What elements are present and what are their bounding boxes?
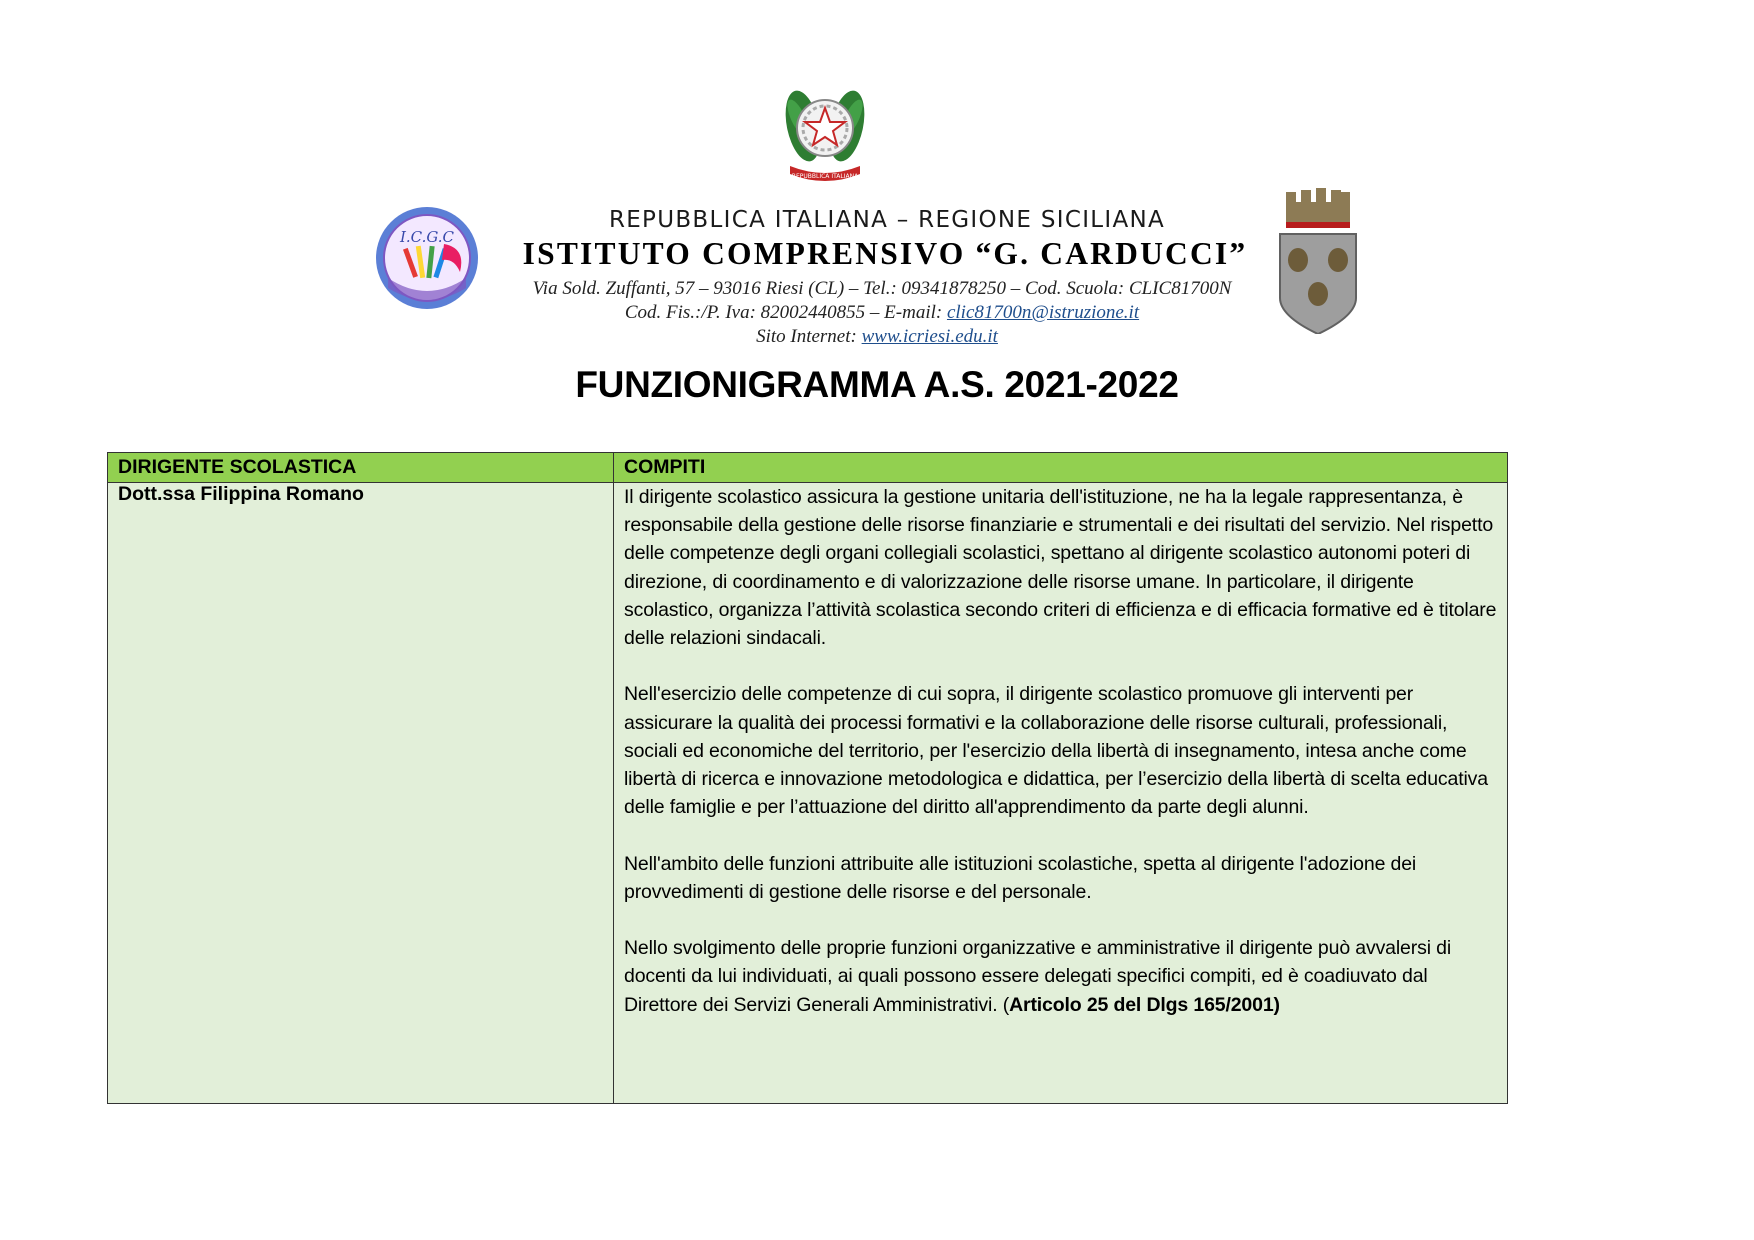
dirigente-name: Dott.ssa Filippina Romano [108, 483, 614, 1104]
email-link[interactable]: clic81700n@istruzione.it [946, 302, 1140, 323]
logo-text: I.C.G.C [399, 228, 455, 246]
compiti-paragraph-1: Il dirigente scolastico assicura la gestione unitaria dell'istituzione, ne ha la legale rappresentanza, è responsabile della gestione delle risorse finanziarie e strumentali e dei risultati del servizio. Nel rispetto delle competenze degli organi collegiali scolastici, spettano al dirigente scolastico autonomi poteri di direzione, di coordinamento e di valorizzazione delle risorse umane. In particolare, il dirigente scolastico, organizza l’attività scolastica secondo criteri di efficienza e di efficacia formative ed è titolare delle relazioni sindacali. [624, 486, 1497, 650]
header-address: Via Sold. Zuffanti, 57 – 93016 Riesi (CL) – Tel.: 09341878250 – Cod. Scuola: CLIC81700N [532, 278, 1232, 299]
compiti-paragraph-4 [624, 934, 1497, 1019]
page-title: FUNZIONIGRAMMA A.S. 2021-2022 [575, 364, 1179, 405]
header-tax-email-line [5, 302, 1754, 324]
italian-republic-emblem-icon [776, 82, 874, 188]
funzionigramma-table [107, 452, 1508, 1104]
table-header-row [108, 453, 1508, 483]
compiti-paragraph-3: Nell'ambito delle funzioni attribuite alle istituzioni scolastiche, spetta al dirigente l'adozione dei provvedimenti di gestione delle risorse e del personale. [624, 852, 1417, 903]
compiti-paragraph-4-text: Nello svolgimento delle proprie funzioni organizzative e amministrative il dirigente può avvalersi di docenti da lui individuati, ai quali possono essere delegati specifici compiti, ed è coadiuvato dal Direttore dei Servizi Generali Amministrativi. ( [624, 937, 1452, 1016]
legal-reference: Articolo 25 del Dlgs 165/2001) [1009, 993, 1280, 1016]
header-website-label: Sito Internet: [756, 326, 862, 347]
table-row [108, 483, 1508, 1104]
header-website-line [0, 326, 1754, 348]
header-tax-code: Cod. Fis.:/P. Iva: 82002440855 – E-mail: [624, 302, 947, 323]
emblem-ribbon-text: REPUBBLICA ITALIANA [791, 173, 859, 180]
compiti-cell [614, 483, 1508, 1104]
compiti-paragraph-2: Nell'esercizio delle competenze di cui sopra, il dirigente scolastico promuove gli interventi per assicurare la qualità dei processi formativi e la collaborazione delle risorse culturali, professionali, sociali ed economiche del territorio, per l'esercizio della libertà di insegnamento, intesa anche come libertà di ricerca e innovazione metodologica e didattica, per l’esercizio della libertà di scelta educativa delle famiglie e per l’attuazione del diritto all'apprendimento da parte degli alunni. [624, 683, 1488, 819]
header-school-name: ISTITUTO COMPRENSIVO “G. CARDUCCI” [522, 236, 1248, 271]
column-header-compiti: COMPITI [614, 453, 1508, 483]
column-header-dirigente: DIRIGENTE SCOLASTICA [108, 453, 614, 483]
website-link[interactable]: www.icriesi.edu.it [861, 326, 998, 347]
header-region-line: REPUBBLICA ITALIANA – REGIONE SICILIANA [608, 207, 1166, 233]
